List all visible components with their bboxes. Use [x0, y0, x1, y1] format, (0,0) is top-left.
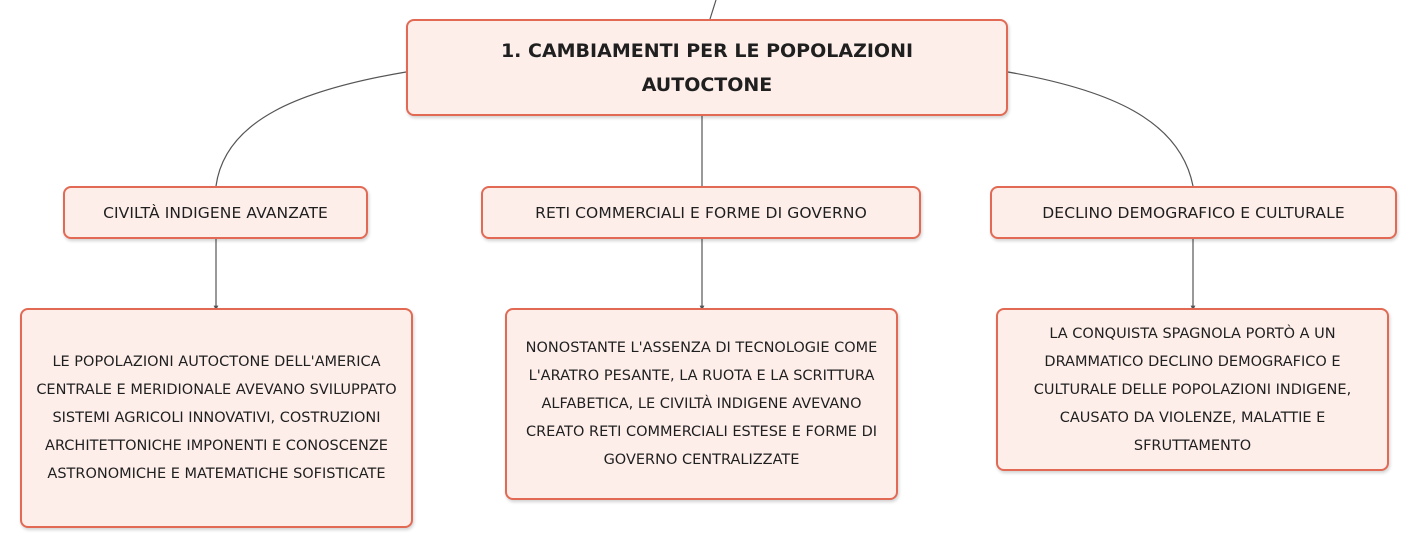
topic-node-declino-demografico[interactable] — [990, 186, 1397, 239]
connector-root-topic-3 — [1008, 72, 1193, 186]
topic-label: RETI COMMERCIALI E FORME DI GOVERNO — [535, 203, 867, 222]
topic-label: DECLINO DEMOGRAFICO E CULTURALE — [1042, 203, 1345, 222]
topic-node-reti-commerciali[interactable] — [481, 186, 921, 239]
topic-label: CIVILTÀ INDIGENE AVANZATE — [103, 203, 328, 222]
connector-root-topic-1 — [216, 72, 406, 186]
detail-node-civilta-indigene[interactable] — [20, 308, 413, 528]
topic-node-civilta-indigene[interactable] — [63, 186, 368, 239]
detail-text: LA CONQUISTA SPAGNOLA PORTÒ A UN DRAMMATICO DECLINO DEMOGRAFICO E CULTURALE DELLE POPOLAZIONI INDIGENE, CAUSATO DA VIOLENZE, MALATTIE E SFRUTTAMENTO — [1033, 325, 1352, 454]
detail-text: NONOSTANTE L'ASSENZA DI TECNOLOGIE COME L'ARATRO PESANTE, LA RUOTA E LA SCRITTURA ALFABETICA, LE CIVILTÀ INDIGENE AVEVANO CREATO RETI COMMERCIALI ESTESE E FORME DI GOVERNO CENTRALIZZATE — [525, 340, 878, 468]
detail-node-declino-demografico[interactable] — [996, 308, 1389, 471]
root-node[interactable] — [406, 19, 1008, 116]
parent-connector — [710, 0, 716, 19]
root-title: 1. CAMBIAMENTI PER LE POPOLAZIONI AUTOCTONE — [500, 39, 914, 96]
detail-node-reti-commerciali[interactable] — [505, 308, 898, 500]
detail-text: LE POPOLAZIONI AUTOCTONE DELL'AMERICA CENTRALE E MERIDIONALE AVEVANO SVILUPPATO SISTEMI AGRICOLI INNOVATIVI, COSTRUZIONI ARCHITETTONICHE IMPONENTI E CONOSCENZE ASTRONOMICHE E MATEMATICHE SOFISTICATE — [36, 354, 397, 482]
